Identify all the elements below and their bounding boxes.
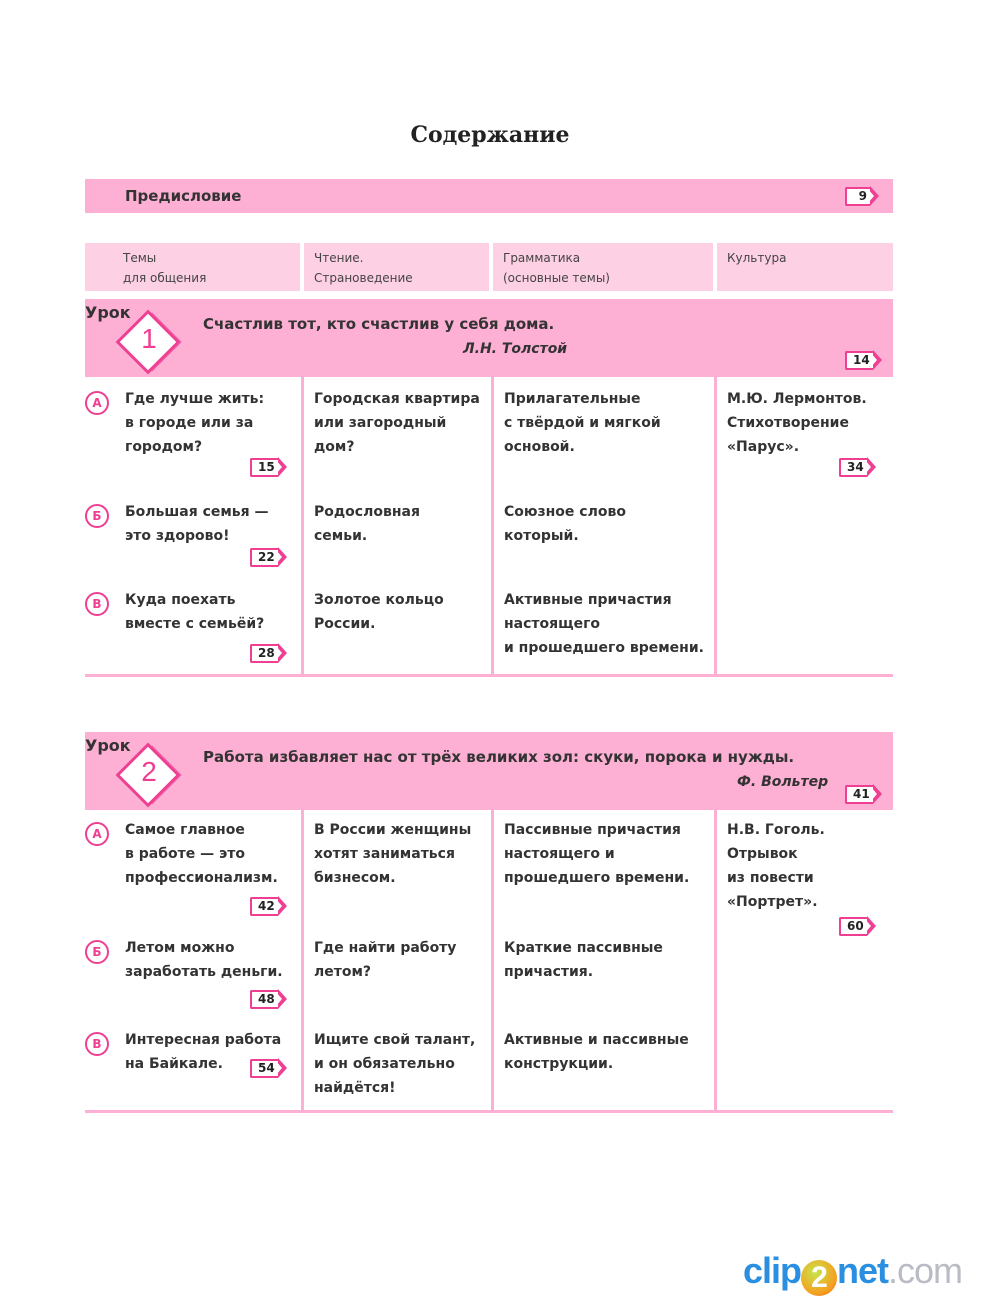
culture-text: Н.В. Гоголь. Отрывок из повести «Портрет». [727, 822, 825, 910]
watermark-text: clip [742, 1250, 801, 1291]
page-badge[interactable] [250, 643, 287, 663]
grammar-text: Активные причастия настоящего и прошедшего времени. [504, 592, 704, 656]
section-b-icon: Б [85, 940, 109, 964]
page-number: 28 [250, 644, 278, 663]
badge-arrow-icon [278, 547, 287, 567]
badge-arrow-icon [278, 896, 287, 916]
culture-column [717, 377, 893, 674]
topic-text[interactable]: Куда поехать вместе с семьёй? [125, 592, 265, 632]
lesson-body [85, 810, 893, 1113]
page-number: 42 [250, 897, 278, 916]
page-badge[interactable] [839, 916, 876, 936]
lesson-body [85, 377, 893, 677]
lesson-label: Урок [85, 303, 131, 322]
culture-text: М.Ю. Лермонтов. Стихотворение «Парус». [727, 391, 867, 455]
topic-text[interactable]: Летом можно заработать деньги. [125, 940, 283, 980]
badge-arrow-icon [873, 350, 882, 370]
reading-column [304, 810, 494, 1110]
reading-text: В России женщины хотят заниматься бизнесом. [314, 822, 472, 886]
section-a-icon: А [85, 391, 109, 415]
lesson-label: Урок [85, 736, 131, 755]
page-number: 22 [250, 548, 278, 567]
page-number: 15 [250, 458, 278, 477]
lesson-quote: Счастлив тот, кто счастлив у себя дома. [203, 315, 555, 333]
lesson-quote: Работа избавляет нас от трёх великих зол: скуки, порока и нужды. [203, 748, 795, 766]
grammar-text: Союзное слово который. [504, 504, 626, 544]
reading-text: Городская квартира или загородный дом? [314, 391, 480, 455]
reading-text: Где найти работу летом? [314, 940, 457, 980]
badge-arrow-icon [278, 457, 287, 477]
lesson-quote-author: Ф. Вольтер [737, 774, 829, 790]
topic-text[interactable]: Где лучше жить: в городе или за городом? [125, 391, 265, 455]
preface-label: Предисловие [125, 187, 242, 205]
page-badge[interactable] [845, 186, 879, 206]
page-badge[interactable] [845, 350, 882, 370]
reading-text: Золотое кольцо России. [314, 592, 444, 632]
page-badge[interactable] [845, 784, 882, 804]
lesson-number: 2 [141, 756, 157, 787]
reading-column [304, 377, 494, 674]
badge-arrow-icon [867, 457, 876, 477]
culture-column [717, 810, 893, 1110]
grammar-column [494, 810, 717, 1110]
grammar-text: Прилагательные с твёрдой и мягкой основой. [504, 391, 661, 455]
watermark-text: net [836, 1250, 888, 1291]
page-number: 48 [250, 990, 278, 1009]
badge-arrow-icon [867, 916, 876, 936]
topic-text[interactable]: Большая семья — это здорово! [125, 504, 269, 544]
watermark-domain: .com [887, 1250, 962, 1291]
grammar-text: Пассивные причастия настоящего и прошедшего времени. [504, 822, 690, 886]
column-header-grammar: Грамматика (основные темы) [493, 243, 713, 291]
watermark-logo-icon: 2 [801, 1260, 837, 1296]
lesson-1 [85, 299, 893, 677]
page-badge[interactable] [250, 457, 287, 477]
page-number: 54 [250, 1059, 278, 1078]
page-title: Содержание [410, 122, 570, 148]
badge-arrow-icon [278, 1058, 287, 1078]
badge-arrow-icon [278, 989, 287, 1009]
grammar-column [494, 377, 717, 674]
section-b-icon: Б [85, 504, 109, 528]
section-a-icon: А [85, 822, 109, 846]
page-badge[interactable] [839, 457, 876, 477]
lesson-number: 1 [141, 323, 157, 354]
page-badge[interactable] [250, 989, 287, 1009]
page-number: 14 [845, 351, 873, 370]
grammar-text: Краткие пассивные причастия. [504, 940, 663, 980]
page-number: 9 [845, 187, 870, 206]
page-number: 34 [839, 458, 867, 477]
column-header-topics: Темы для общения [85, 243, 300, 291]
column-header-culture: Культура [717, 243, 893, 291]
topics-column [85, 377, 304, 674]
topic-text[interactable]: Интересная работа на Байкале. [125, 1032, 282, 1072]
page-number: 41 [845, 785, 873, 804]
page-badge[interactable] [250, 1058, 287, 1078]
column-header-reading: Чтение. Страноведение [304, 243, 489, 291]
badge-arrow-icon [870, 186, 879, 206]
section-c-icon: В [85, 592, 109, 616]
lesson-header[interactable] [85, 732, 893, 810]
watermark-logo [743, 1250, 962, 1296]
page-number: 60 [839, 917, 867, 936]
lesson-quote-author: Л.Н. Толстой [463, 341, 568, 357]
reading-text: Родословная семьи. [314, 504, 420, 544]
page-badge[interactable] [250, 896, 287, 916]
topic-text[interactable]: Самое главное в работе — это профессионализм. [125, 822, 278, 886]
lesson-header[interactable] [85, 299, 893, 377]
badge-arrow-icon [873, 784, 882, 804]
page-badge[interactable] [250, 547, 287, 567]
reading-text: Ищите свой талант, и он обязательно найдётся! [314, 1032, 476, 1096]
section-c-icon: В [85, 1032, 109, 1056]
badge-arrow-icon [278, 643, 287, 663]
topics-column [85, 810, 304, 1110]
lesson-2 [85, 732, 893, 1113]
preface-row[interactable] [85, 179, 893, 213]
column-headers [85, 243, 893, 291]
grammar-text: Активные и пассивные конструкции. [504, 1032, 689, 1072]
